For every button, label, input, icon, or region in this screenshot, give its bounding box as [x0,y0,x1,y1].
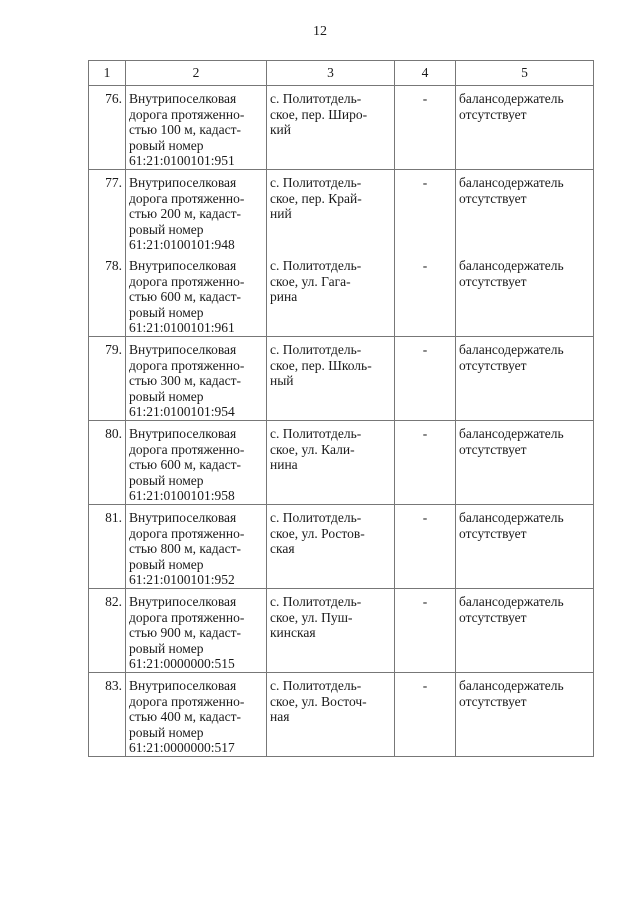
table-row [89,421,594,505]
header-col-5: 5 [456,61,594,86]
row-number: 76. [89,86,126,170]
object-description: Внутрипоселковая дорога протяженно- стью 100 м, кадаст- ровый номер 61:21:0100101:951 [126,86,267,170]
object-address: с. Политотдель- ское, ул. Кали- нина [267,421,395,505]
object-address: с. Политотдель- ское, ул. Пуш- кинская [267,589,395,673]
table-row [89,253,594,337]
header-col-3: 3 [267,61,395,86]
row-number: 83. [89,673,126,757]
column-4-value: - [395,673,456,757]
balance-holder: балансодержатель отсутствует [456,589,594,673]
header-col-2: 2 [126,61,267,86]
row-number: 80. [89,421,126,505]
column-4-value: - [395,170,456,254]
object-description: Внутрипоселковая дорога протяженно- стью 400 м, кадаст- ровый номер 61:21:0000000:517 [126,673,267,757]
header-col-4: 4 [395,61,456,86]
object-address: с. Политотдель- ское, ул. Ростов- ская [267,505,395,589]
column-4-value: - [395,337,456,421]
balance-holder: балансодержатель отсутствует [456,505,594,589]
table-row [89,86,594,170]
page-number: 12 [313,24,327,39]
table-row [89,170,594,254]
row-number: 79. [89,337,126,421]
header-col-1: 1 [89,61,126,86]
column-4-value: - [395,589,456,673]
row-number: 78. [89,253,126,337]
object-address: с. Политотдель- ское, пер. Школь- ный [267,337,395,421]
column-4-value: - [395,86,456,170]
balance-holder: балансодержатель отсутствует [456,673,594,757]
table-row [89,673,594,757]
balance-holder: балансодержатель отсутствует [456,170,594,254]
row-number: 82. [89,589,126,673]
column-4-value: - [395,505,456,589]
object-description: Внутрипоселковая дорога протяженно- стью 200 м, кадаст- ровый номер 61:21:0100101:948 [126,170,267,254]
table-row [89,337,594,421]
table-row [89,505,594,589]
balance-holder: балансодержатель отсутствует [456,421,594,505]
object-description: Внутрипоселковая дорога протяженно- стью 800 м, кадаст- ровый номер 61:21:0100101:952 [126,505,267,589]
table-row [89,589,594,673]
column-4-value: - [395,253,456,337]
object-description: Внутрипоселковая дорога протяженно- стью 600 м, кадаст- ровый номер 61:21:0100101:958 [126,421,267,505]
object-description: Внутрипоселковая дорога протяженно- стью 300 м, кадаст- ровый номер 61:21:0100101:954 [126,337,267,421]
object-address: с. Политотдель- ское, ул. Восточ- ная [267,673,395,757]
object-description: Внутрипоселковая дорога протяженно- стью 900 м, кадаст- ровый номер 61:21:0000000:515 [126,589,267,673]
column-4-value: - [395,421,456,505]
object-address: с. Политотдель- ское, пер. Край- ний [267,170,395,254]
object-description: Внутрипоселковая дорога протяженно- стью 600 м, кадаст- ровый номер 61:21:0100101:961 [126,253,267,337]
row-number: 77. [89,170,126,254]
balance-holder: балансодержатель отсутствует [456,253,594,337]
registry-table [88,60,594,757]
balance-holder: балансодержатель отсутствует [456,86,594,170]
object-address: с. Политотдель- ское, ул. Гага- рина [267,253,395,337]
object-address: с. Политотдель- ское, пер. Широ- кий [267,86,395,170]
balance-holder: балансодержатель отсутствует [456,337,594,421]
row-number: 81. [89,505,126,589]
header-row [89,61,594,86]
